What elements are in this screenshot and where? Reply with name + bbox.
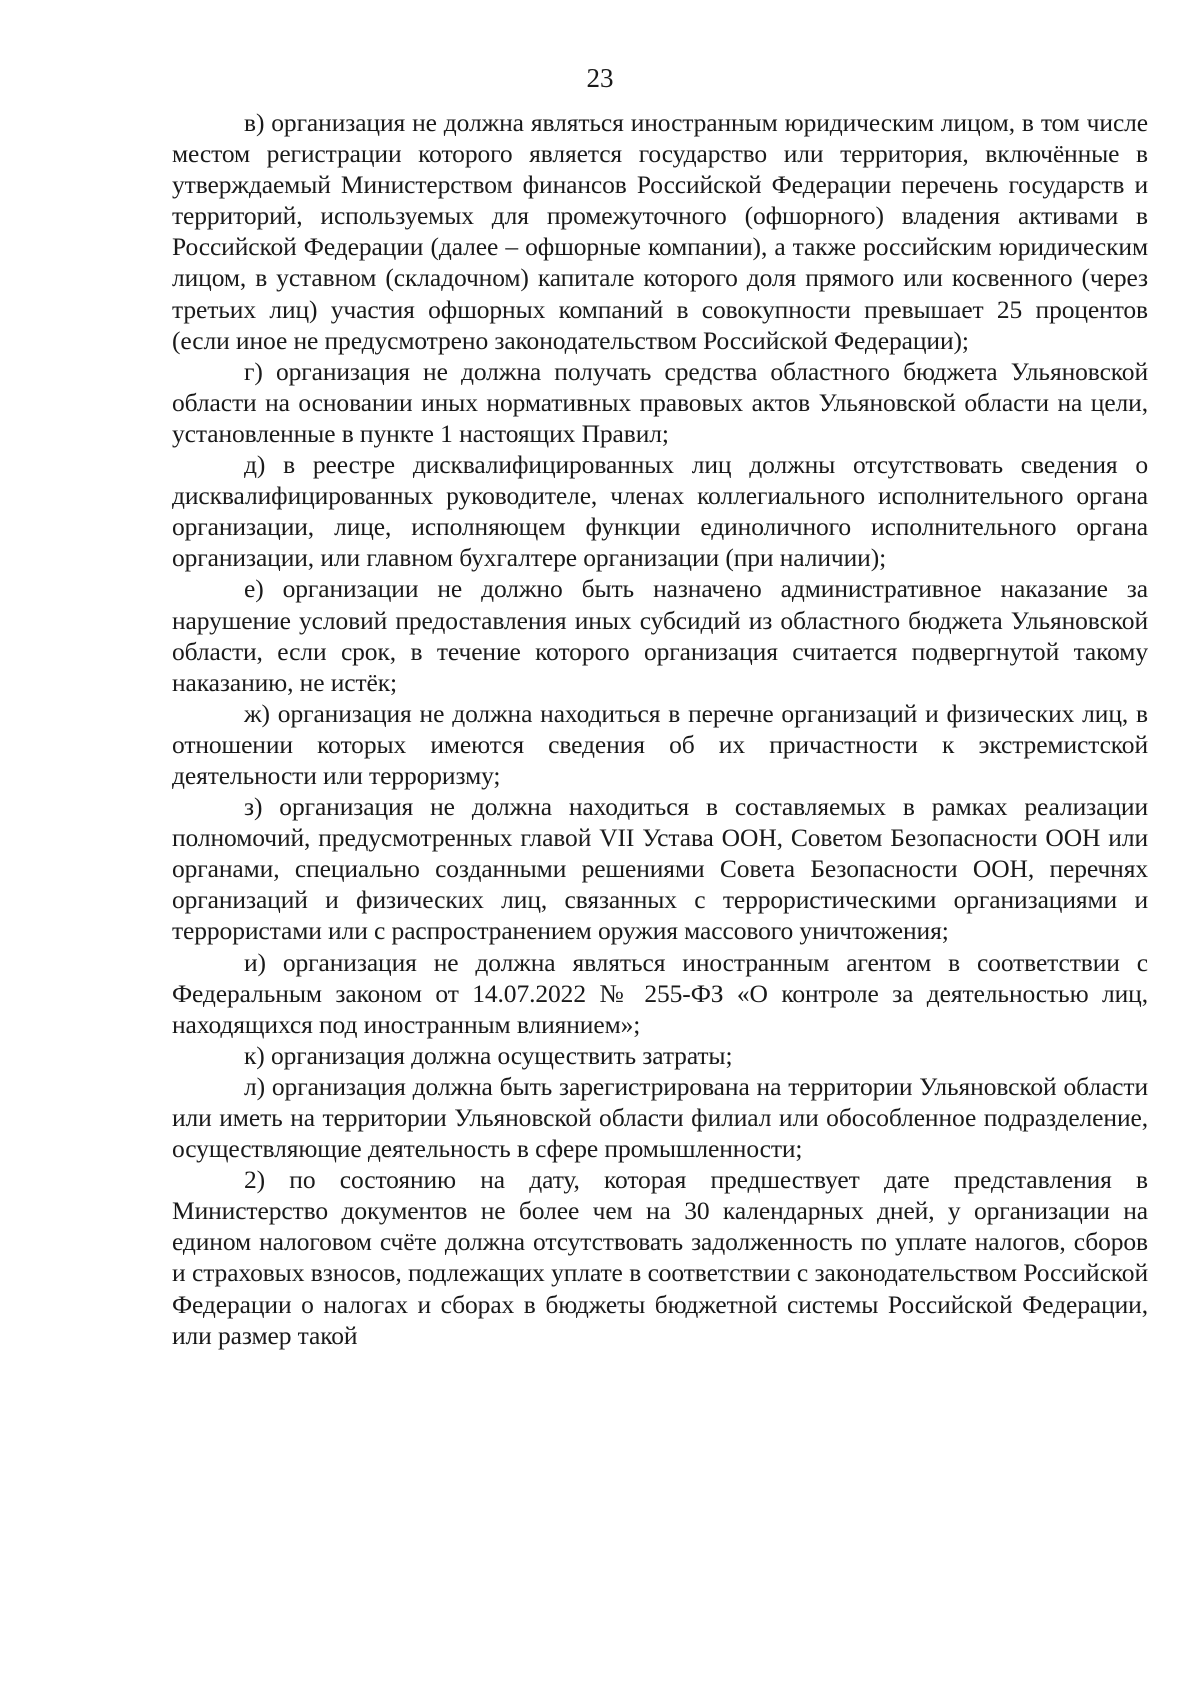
paragraph-e: е) организации не должно быть назначено административное наказание за нарушение условий предоставления иных субсидий из областного бюджета Ульяновской области, если срок, в течение которого организация считается подвергнутой такому наказанию, не истёк; [172,574,1148,697]
paragraph-v: в) организация не должна являться иностранным юридическим лицом, в том числе местом регистрации которого является государство или территория, включённые в утверждаемый Министерством финансов Российской Федерации перечень государств и территорий, используемых для промежуточного (офшорного) владения активами в Российской Федерации (далее – офшорные компании), а также российским юридическим лицом, в уставном (складочном) капитале которого доля прямого или косвенного (через третьих лиц) участия офшорных компаний в совокупности превышает 25 процентов (если иное не предусмотрено законодательством Российской Федерации); [172,108,1148,355]
paragraph-zh: ж) организация не должна находиться в перечне организаций и физических лиц, в отношении которых имеются сведения об их причастности к экстремистской деятельности или терроризму; [172,698,1148,790]
document-body [172,107,1148,1351]
paragraph-g: г) организация не должна получать средства областного бюджета Ульяновской области на основании иных нормативных правовых актов Ульяновской области на цели, установленные в пункте 1 настоящих Правил; [172,356,1148,448]
paragraph-d: д) в реестре дисквалифицированных лиц должны отсутствовать сведения о дисквалифицированных руководителе, членах коллегиального исполнительного органа организации, лице, исполняющем функции единоличного исполнительного органа организации, или главном бухгалтере организации (при наличии); [172,450,1148,573]
paragraph-i: и) организация не должна являться иностранным агентом в соответствии с Федеральным законом от 14.07.2022 № 255-ФЗ «О контроле за деятельностью лиц, находящихся под иностранным влиянием»; [172,947,1148,1039]
paragraph-l: л) организация должна быть зарегистрирована на территории Ульяновской области или иметь на территории Ульяновской области филиал или обособленное подразделение, осуществляющие деятельность в сфере промышленности; [172,1071,1148,1164]
page-number: 23 [586,63,614,93]
paragraph-k: к) организация должна осуществить затраты; [244,1040,733,1070]
paragraph-z: з) организация не должна находиться в составляемых в рамках реализации полномочий, предусмотренных главой VII Устава ООН, Советом Безопасности ООН или органами, специально созданными решениями Совета Безопасности ООН, перечнях организаций и физических лиц, связанных с террористическими организациями и террористами или с распространением оружия массового уничтожения; [172,792,1148,946]
paragraph-2: 2) по состоянию на дату, которая предшествует дате представления в Министерство документов не более чем на 30 календарных дней, у организации на едином налоговом счёте должна отсутствовать задолженность по уплате налогов, сборов и страховых взносов, подлежащих уплате в соответствии с законодательством Российской Федерации о налогах и сборах в бюджеты бюджетной системы Российской Федерации, или размер такой [172,1165,1148,1350]
